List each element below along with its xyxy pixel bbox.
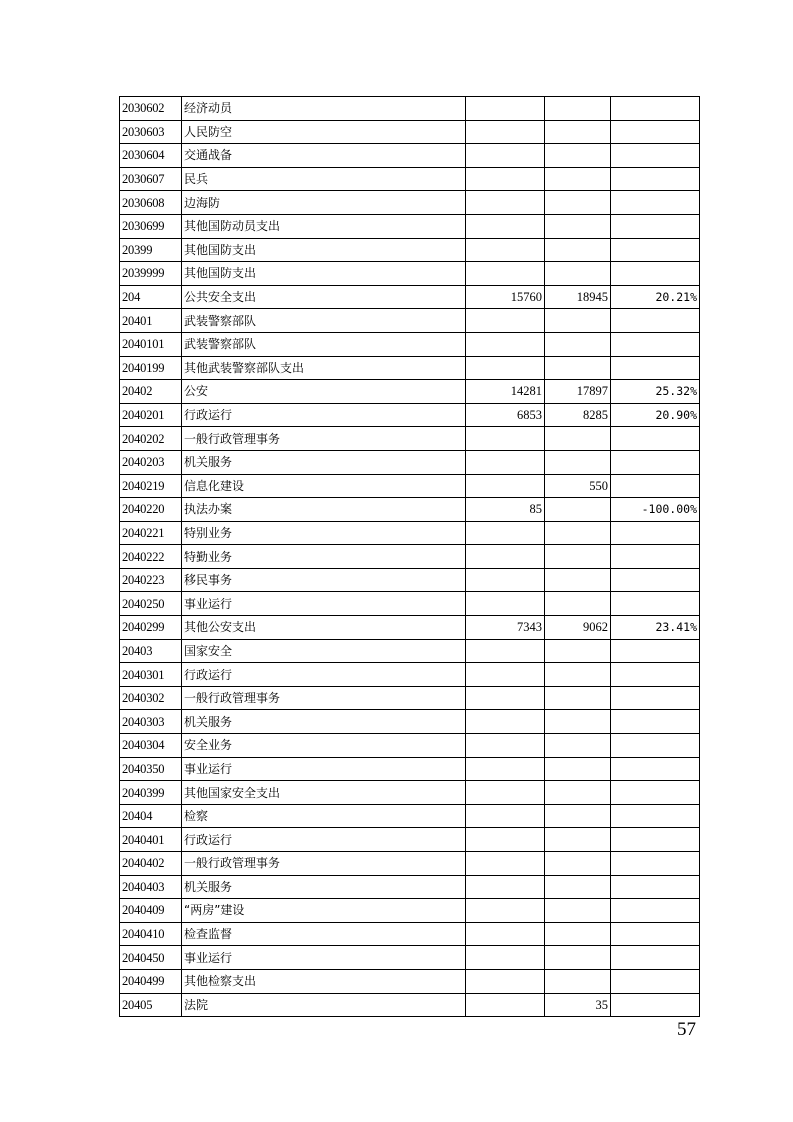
account-code-cell: 2040201 xyxy=(120,403,182,427)
amount-prior-cell xyxy=(466,262,545,286)
account-name-cell: 其他国防支出 xyxy=(182,262,466,286)
account-code-cell: 20405 xyxy=(120,993,182,1017)
account-name-cell: 武装警察部队 xyxy=(182,332,466,356)
amount-prior-cell xyxy=(466,474,545,498)
account-code-cell: 2040223 xyxy=(120,568,182,592)
account-name-cell: 交通战备 xyxy=(182,144,466,168)
amount-prior-cell xyxy=(466,710,545,734)
account-name-cell: 检察 xyxy=(182,804,466,828)
amount-prior-cell xyxy=(466,521,545,545)
account-code-cell: 2040220 xyxy=(120,498,182,522)
table-row xyxy=(120,450,700,474)
amount-prior-cell xyxy=(466,545,545,569)
account-name-cell: 其他公安支出 xyxy=(182,616,466,640)
amount-current-cell: 18945 xyxy=(545,285,611,309)
amount-current-cell xyxy=(545,238,611,262)
account-name-cell: 安全业务 xyxy=(182,734,466,758)
account-name-cell: 检查监督 xyxy=(182,922,466,946)
table-row xyxy=(120,427,700,451)
change-percent-cell xyxy=(611,521,700,545)
amount-prior-cell xyxy=(466,191,545,215)
change-percent-cell xyxy=(611,309,700,333)
account-name-cell: 行政运行 xyxy=(182,828,466,852)
amount-prior-cell: 14281 xyxy=(466,380,545,404)
change-percent-cell xyxy=(611,852,700,876)
table-row xyxy=(120,734,700,758)
account-name-cell: 行政运行 xyxy=(182,403,466,427)
table-row xyxy=(120,639,700,663)
account-code-cell: 2040250 xyxy=(120,592,182,616)
account-code-cell: 2040401 xyxy=(120,828,182,852)
account-code-cell: 2040450 xyxy=(120,946,182,970)
amount-current-cell xyxy=(545,120,611,144)
table-row xyxy=(120,474,700,498)
change-percent-cell xyxy=(611,899,700,923)
table-row xyxy=(120,686,700,710)
change-percent-cell xyxy=(611,262,700,286)
table-row xyxy=(120,498,700,522)
table-row xyxy=(120,262,700,286)
amount-current-cell xyxy=(545,450,611,474)
page-number: 57 xyxy=(677,1019,696,1040)
change-percent-cell xyxy=(611,474,700,498)
change-percent-cell xyxy=(611,568,700,592)
amount-prior-cell xyxy=(466,993,545,1017)
table-row xyxy=(120,922,700,946)
amount-current-cell xyxy=(545,262,611,286)
amount-current-cell xyxy=(545,710,611,734)
change-percent-cell xyxy=(611,993,700,1017)
account-name-cell: 机关服务 xyxy=(182,450,466,474)
amount-current-cell xyxy=(545,781,611,805)
account-code-cell: 2040301 xyxy=(120,663,182,687)
change-percent-cell xyxy=(611,545,700,569)
table-row xyxy=(120,592,700,616)
change-percent-cell xyxy=(611,781,700,805)
account-code-cell: 2030699 xyxy=(120,214,182,238)
change-percent-cell xyxy=(611,238,700,262)
table-row xyxy=(120,214,700,238)
account-code-cell: 2040403 xyxy=(120,875,182,899)
account-code-cell: 2030607 xyxy=(120,167,182,191)
account-code-cell: 2030604 xyxy=(120,144,182,168)
table-row xyxy=(120,804,700,828)
amount-prior-cell xyxy=(466,356,545,380)
account-code-cell: 2040409 xyxy=(120,899,182,923)
table-row xyxy=(120,403,700,427)
amount-current-cell xyxy=(545,969,611,993)
account-code-cell: 2040299 xyxy=(120,616,182,640)
table-row xyxy=(120,616,700,640)
table-row xyxy=(120,946,700,970)
change-percent-cell xyxy=(611,167,700,191)
account-code-cell: 2039999 xyxy=(120,262,182,286)
amount-prior-cell xyxy=(466,757,545,781)
amount-current-cell xyxy=(545,427,611,451)
account-name-cell: 其他检察支出 xyxy=(182,969,466,993)
table-row xyxy=(120,828,700,852)
change-percent-cell xyxy=(611,332,700,356)
table-row xyxy=(120,521,700,545)
amount-prior-cell xyxy=(466,238,545,262)
account-code-cell: 2040499 xyxy=(120,969,182,993)
change-percent-cell xyxy=(611,120,700,144)
amount-prior-cell xyxy=(466,663,545,687)
amount-current-cell xyxy=(545,592,611,616)
account-name-cell: 国家安全 xyxy=(182,639,466,663)
account-name-cell: 其他国家安全支出 xyxy=(182,781,466,805)
amount-prior-cell xyxy=(466,639,545,663)
account-code-cell: 2040202 xyxy=(120,427,182,451)
amount-prior-cell xyxy=(466,828,545,852)
amount-prior-cell xyxy=(466,97,545,121)
amount-prior-cell xyxy=(466,427,545,451)
change-percent-cell: 23.41% xyxy=(611,616,700,640)
account-code-cell: 2040399 xyxy=(120,781,182,805)
account-code-cell: 2030603 xyxy=(120,120,182,144)
account-name-cell: 民兵 xyxy=(182,167,466,191)
change-percent-cell xyxy=(611,191,700,215)
table-row xyxy=(120,568,700,592)
account-name-cell: 事业运行 xyxy=(182,592,466,616)
change-percent-cell xyxy=(611,214,700,238)
table-row xyxy=(120,781,700,805)
change-percent-cell xyxy=(611,757,700,781)
amount-prior-cell xyxy=(466,332,545,356)
change-percent-cell xyxy=(611,663,700,687)
account-name-cell: 边海防 xyxy=(182,191,466,215)
amount-current-cell xyxy=(545,734,611,758)
amount-prior-cell xyxy=(466,946,545,970)
amount-current-cell xyxy=(545,922,611,946)
table-row xyxy=(120,332,700,356)
change-percent-cell: -100.00% xyxy=(611,498,700,522)
amount-current-cell xyxy=(545,332,611,356)
change-percent-cell: 25.32% xyxy=(611,380,700,404)
amount-current-cell: 35 xyxy=(545,993,611,1017)
amount-prior-cell xyxy=(466,781,545,805)
amount-current-cell xyxy=(545,946,611,970)
account-code-cell: 2040101 xyxy=(120,332,182,356)
account-name-cell: 事业运行 xyxy=(182,946,466,970)
amount-prior-cell xyxy=(466,592,545,616)
change-percent-cell xyxy=(611,946,700,970)
account-code-cell: 2040304 xyxy=(120,734,182,758)
table-row xyxy=(120,875,700,899)
amount-current-cell xyxy=(545,686,611,710)
account-code-cell: 20404 xyxy=(120,804,182,828)
account-code-cell: 2040410 xyxy=(120,922,182,946)
account-code-cell: 2040402 xyxy=(120,852,182,876)
account-name-cell: 特勤业务 xyxy=(182,545,466,569)
amount-prior-cell xyxy=(466,309,545,333)
budget-table-body xyxy=(120,97,700,1017)
table-row xyxy=(120,710,700,734)
account-code-cell: 2030602 xyxy=(120,97,182,121)
amount-prior-cell xyxy=(466,804,545,828)
amount-current-cell xyxy=(545,309,611,333)
amount-prior-cell xyxy=(466,450,545,474)
change-percent-cell xyxy=(611,97,700,121)
change-percent-cell xyxy=(611,592,700,616)
change-percent-cell xyxy=(611,427,700,451)
amount-current-cell xyxy=(545,899,611,923)
table-row xyxy=(120,380,700,404)
account-name-cell: 移民事务 xyxy=(182,568,466,592)
amount-current-cell xyxy=(545,852,611,876)
amount-current-cell: 17897 xyxy=(545,380,611,404)
account-name-cell: 经济动员 xyxy=(182,97,466,121)
amount-current-cell: 550 xyxy=(545,474,611,498)
account-code-cell: 2040302 xyxy=(120,686,182,710)
change-percent-cell xyxy=(611,639,700,663)
change-percent-cell xyxy=(611,804,700,828)
amount-prior-cell xyxy=(466,875,545,899)
amount-current-cell: 9062 xyxy=(545,616,611,640)
account-name-cell: 公安 xyxy=(182,380,466,404)
account-name-cell: 法院 xyxy=(182,993,466,1017)
budget-table xyxy=(119,96,700,1017)
account-code-cell: 20402 xyxy=(120,380,182,404)
amount-prior-cell xyxy=(466,214,545,238)
account-code-cell: 2040350 xyxy=(120,757,182,781)
account-name-cell: 一般行政管理事务 xyxy=(182,852,466,876)
amount-current-cell xyxy=(545,191,611,215)
account-name-cell: 执法办案 xyxy=(182,498,466,522)
change-percent-cell: 20.21% xyxy=(611,285,700,309)
table-row xyxy=(120,852,700,876)
amount-current-cell xyxy=(545,214,611,238)
amount-prior-cell xyxy=(466,167,545,191)
amount-current-cell xyxy=(545,663,611,687)
account-code-cell: 2040221 xyxy=(120,521,182,545)
table-row xyxy=(120,97,700,121)
amount-current-cell xyxy=(545,828,611,852)
account-code-cell: 204 xyxy=(120,285,182,309)
account-code-cell: 2040219 xyxy=(120,474,182,498)
table-row xyxy=(120,285,700,309)
amount-prior-cell xyxy=(466,899,545,923)
amount-prior-cell xyxy=(466,734,545,758)
account-name-cell: 人民防空 xyxy=(182,120,466,144)
account-code-cell: 20401 xyxy=(120,309,182,333)
account-name-cell: 机关服务 xyxy=(182,875,466,899)
account-name-cell: 特别业务 xyxy=(182,521,466,545)
amount-current-cell xyxy=(545,545,611,569)
account-code-cell: 2040303 xyxy=(120,710,182,734)
change-percent-cell xyxy=(611,710,700,734)
amount-current-cell xyxy=(545,97,611,121)
table-row xyxy=(120,120,700,144)
amount-prior-cell: 7343 xyxy=(466,616,545,640)
table-row xyxy=(120,663,700,687)
change-percent-cell xyxy=(611,356,700,380)
change-percent-cell xyxy=(611,686,700,710)
amount-prior-cell xyxy=(466,852,545,876)
account-code-cell: 20403 xyxy=(120,639,182,663)
change-percent-cell xyxy=(611,734,700,758)
amount-current-cell xyxy=(545,639,611,663)
table-row xyxy=(120,144,700,168)
amount-current-cell: 8285 xyxy=(545,403,611,427)
account-code-cell: 2030608 xyxy=(120,191,182,215)
change-percent-cell xyxy=(611,875,700,899)
table-row xyxy=(120,993,700,1017)
amount-current-cell xyxy=(545,498,611,522)
amount-current-cell xyxy=(545,875,611,899)
change-percent-cell xyxy=(611,144,700,168)
amount-current-cell xyxy=(545,167,611,191)
table-row xyxy=(120,969,700,993)
account-name-cell: 一般行政管理事务 xyxy=(182,427,466,451)
account-name-cell: 机关服务 xyxy=(182,710,466,734)
account-code-cell: 20399 xyxy=(120,238,182,262)
amount-prior-cell: 15760 xyxy=(466,285,545,309)
amount-prior-cell: 6853 xyxy=(466,403,545,427)
table-row xyxy=(120,238,700,262)
table-row xyxy=(120,757,700,781)
account-name-cell: 公共安全支出 xyxy=(182,285,466,309)
account-name-cell: 其他国防支出 xyxy=(182,238,466,262)
amount-current-cell xyxy=(545,144,611,168)
amount-prior-cell: 85 xyxy=(466,498,545,522)
change-percent-cell xyxy=(611,828,700,852)
account-code-cell: 2040199 xyxy=(120,356,182,380)
amount-current-cell xyxy=(545,356,611,380)
amount-prior-cell xyxy=(466,120,545,144)
amount-current-cell xyxy=(545,568,611,592)
account-name-cell: 其他国防动员支出 xyxy=(182,214,466,238)
account-code-cell: 2040203 xyxy=(120,450,182,474)
table-row xyxy=(120,545,700,569)
amount-current-cell xyxy=(545,804,611,828)
account-name-cell: 一般行政管理事务 xyxy=(182,686,466,710)
table-row xyxy=(120,191,700,215)
amount-prior-cell xyxy=(466,144,545,168)
account-name-cell: 信息化建设 xyxy=(182,474,466,498)
change-percent-cell xyxy=(611,922,700,946)
account-name-cell: 行政运行 xyxy=(182,663,466,687)
table-row xyxy=(120,356,700,380)
amount-prior-cell xyxy=(466,922,545,946)
amount-prior-cell xyxy=(466,969,545,993)
table-row xyxy=(120,167,700,191)
account-code-cell: 2040222 xyxy=(120,545,182,569)
account-name-cell: 其他武装警察部队支出 xyxy=(182,356,466,380)
table-row xyxy=(120,899,700,923)
account-name-cell: 事业运行 xyxy=(182,757,466,781)
change-percent-cell: 20.90% xyxy=(611,403,700,427)
account-name-cell: 武装警察部队 xyxy=(182,309,466,333)
amount-prior-cell xyxy=(466,686,545,710)
table-row xyxy=(120,309,700,333)
change-percent-cell xyxy=(611,969,700,993)
amount-current-cell xyxy=(545,521,611,545)
amount-current-cell xyxy=(545,757,611,781)
amount-prior-cell xyxy=(466,568,545,592)
account-name-cell: “两房”建设 xyxy=(182,899,466,923)
change-percent-cell xyxy=(611,450,700,474)
